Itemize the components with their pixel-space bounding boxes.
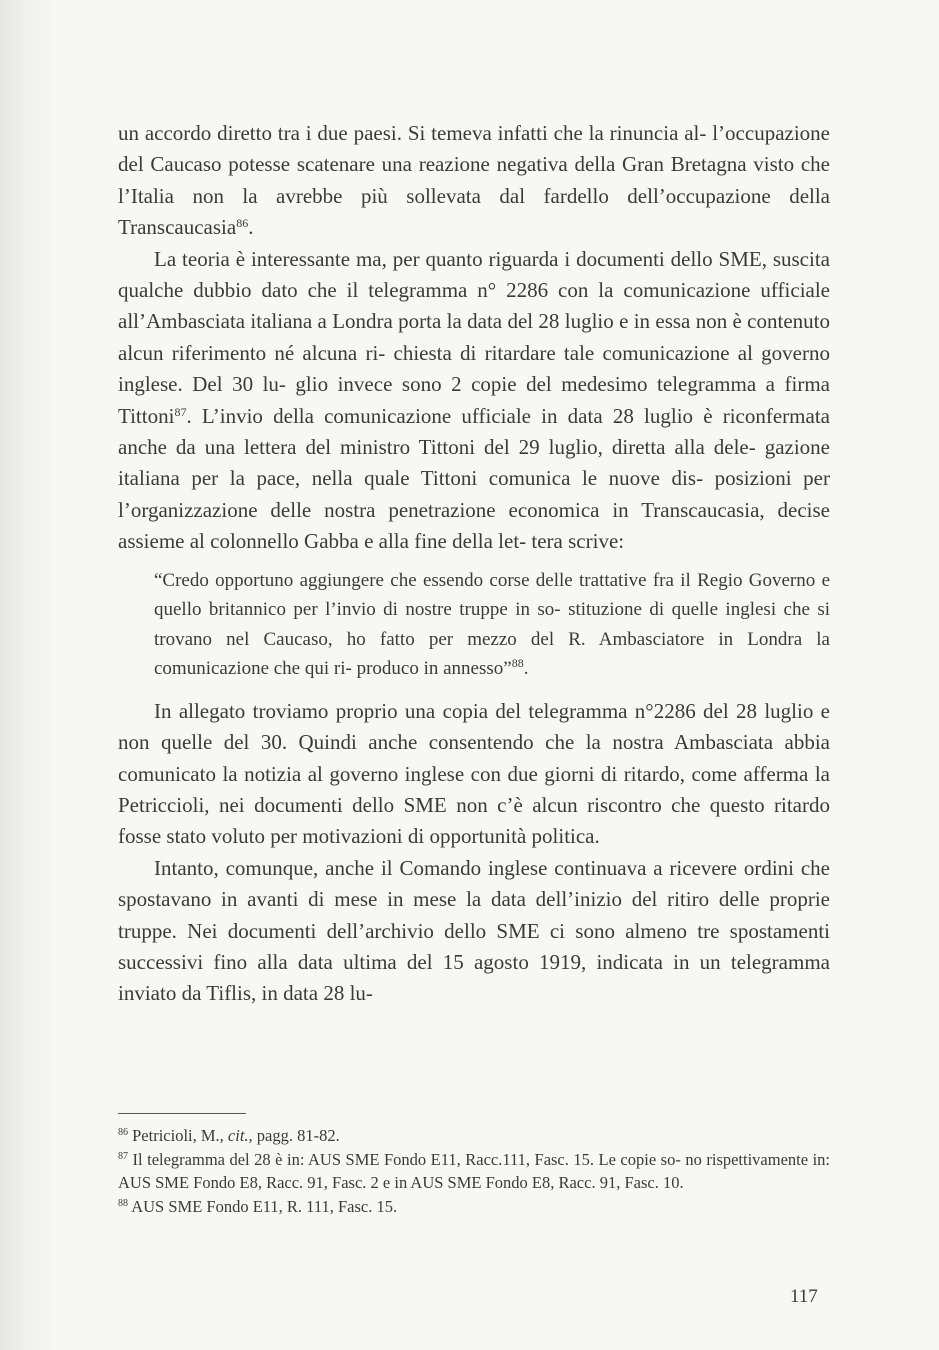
footnote-ref-88: 88	[511, 656, 524, 671]
footnote-86-text: Petricioli, M.,	[132, 1126, 228, 1145]
footnote-ref-87: 87	[174, 404, 187, 419]
footnote-88	[118, 1195, 830, 1219]
paragraph-1	[118, 118, 830, 244]
footnote-88-number: 88	[118, 1197, 128, 1209]
footnote-87-text: Il telegramma del 28 è in: AUS SME Fondo E11, Racc.111, Fasc. 15. Le copie so- no rispettivamente in: AUS SME Fondo E8, Racc. 91, Fasc. 2 e in AUS SME Fondo E8, Racc. 91, Fasc. 10.	[118, 1149, 831, 1192]
paragraph-4: Intanto, comunque, anche il Comando inglese continuava a ricevere ordini che spostavano in avanti di mese in mese la data dell’inizio del ritiro delle proprie truppe. Nei documenti dell’archivio dello SME ci sono almeno tre spostamenti successivi fino alla data ultima del 15 agosto 1919, indicata in un telegramma inviato da Tiflis, in data 28 lu-	[118, 855, 830, 1006]
paragraph-3: In allegato troviamo proprio una copia del telegramma n°2286 del 28 luglio e non quelle del 30. Quindi anche consentendo che la nostra Ambasciata abbia comunicato la notizia al governo inglese con due giorni di ritardo, come afferma la Petriccioli, nei documenti dello SME non c’è alcun riscontro che questo ritardo fosse stato voluto per motivazioni di opportunità politica.	[118, 698, 830, 849]
paragraph-2-text: La teoria è interessante ma, per quanto riguarda i documenti dello SME, suscita qualche dubbio dato che il telegramma n° 2286 con la comunicazione ufficiale all’Ambasciata italiana a Londra porta la data del 28 luglio e in essa non è contenuto alcun riferimento né alcuna ri- chiesta di ritardare tale comunicazione al governo inglese. Del 30 lu- glio invece sono 2 copie del medesimo telegramma a firma Tittoni	[118, 246, 830, 428]
page-number: 117	[790, 1286, 818, 1307]
footnote-ref-86: 86	[236, 216, 249, 231]
page-spine-shadow	[0, 0, 60, 1350]
footnote-86-pages: , pagg. 81-82.	[248, 1126, 340, 1145]
footnote-87	[118, 1148, 830, 1195]
footnote-86-italic: cit.	[227, 1126, 249, 1145]
footnote-divider	[118, 1113, 246, 1114]
paragraph-2	[118, 244, 830, 558]
paragraph-1-text: un accordo diretto tra i due paesi. Si temeva infatti che la rinuncia al- l’occupazione del Caucaso potesse scatenare una reazione negativa della Gran Bretagna visto che l’Italia non la avrebbe più sollevata dal fardello dell’occupazione della Transcaucasia	[118, 121, 830, 240]
footnote-86	[118, 1124, 830, 1148]
page-body	[118, 118, 830, 1010]
footnote-86-number: 86	[118, 1127, 128, 1138]
block-quote	[154, 566, 830, 684]
footnote-87-number: 87	[118, 1150, 128, 1162]
block-quote-text: “Credo opportuno aggiungere che essendo corse delle trattative fra il Regio Governo e quello britannico per l’invio di nostre truppe in so- stituzione di quelle inglesi che si trovano nel Caucaso, ho fatto per mezzo del R. Ambasciatore in Londra la comunicazione che qui ri- produco in annesso”	[154, 569, 830, 680]
footnote-88-text: AUS SME Fondo E11, R. 111, Fasc. 15.	[131, 1196, 398, 1216]
footnotes	[118, 1124, 830, 1218]
paragraph-2-continuation: . L’invio della comunicazione ufficiale in data 28 luglio è riconfermata anche da una lettera del ministro Tittoni del 29 luglio, diretta alla dele- gazione italiana per la pace, nella quale Tittoni comunica le nuove dis- posizioni per l’organizzazione delle nostra penetrazione economica in Transcaucasia, decise assieme al colonnello Gabba e alla fine della let- tera scrive:	[118, 403, 830, 554]
paragraph-1-tail: .	[248, 215, 254, 240]
block-quote-tail: .	[523, 658, 529, 680]
